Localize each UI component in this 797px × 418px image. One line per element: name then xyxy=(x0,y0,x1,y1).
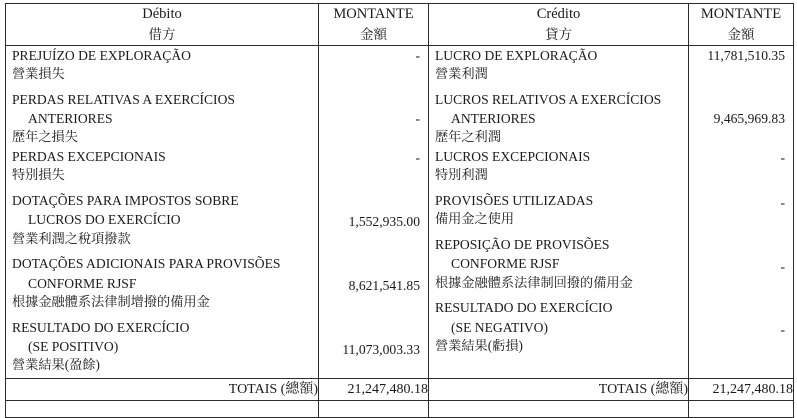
debit-amount-list xyxy=(319,46,428,379)
credit-amount-0: 11,781,510.35 xyxy=(707,47,785,63)
list-item xyxy=(689,148,793,187)
table-header xyxy=(6,4,794,46)
debit-item-3-cn: 營業利潤之稅項撥款 xyxy=(12,230,131,246)
totals-credit-amount: 21,247,480.18 xyxy=(689,379,794,401)
list-item xyxy=(319,320,428,378)
credit-amount-3: - xyxy=(780,194,785,210)
header-debit-cn: 借方 xyxy=(148,27,176,43)
credit-item-3-pt: PROVISÕES UTILIZADAS xyxy=(435,192,594,208)
statement-sheet xyxy=(0,3,797,413)
list-item xyxy=(429,147,688,185)
list-item xyxy=(689,193,793,232)
spacer-line xyxy=(689,212,793,231)
debit-amount-0: - xyxy=(415,47,420,63)
debit-item-5-pt: RESULTADO DO EXERCÍCIO xyxy=(12,319,190,335)
list-item xyxy=(429,298,688,355)
list-item xyxy=(429,191,688,229)
spacer-line xyxy=(319,129,428,148)
header-credit xyxy=(429,4,689,46)
spacer-line xyxy=(689,301,793,320)
tail-row xyxy=(6,401,794,418)
debit-item-4-cn: 根據金融體系法律制增撥的備用金 xyxy=(12,293,210,309)
profit-loss-table xyxy=(5,3,794,418)
spacer-line xyxy=(689,65,793,84)
list-item xyxy=(429,235,688,292)
credit-amount-2: - xyxy=(780,150,785,166)
credit-item-1-cn: 歷年之利潤 xyxy=(435,129,501,145)
credit-item-5-pt2: (SE NEGATIVO) xyxy=(451,319,549,335)
debit-amounts xyxy=(319,45,429,379)
header-row xyxy=(6,4,794,46)
header-debit xyxy=(6,4,319,46)
credit-amount-5: - xyxy=(780,322,785,338)
debit-item-2-pt: PERDAS EXCEPCIONAIS xyxy=(12,148,166,164)
list-item xyxy=(429,90,688,147)
tail-credit xyxy=(429,401,689,418)
tail-debit xyxy=(6,401,319,418)
debit-amount-5: 11,073,003.33 xyxy=(342,341,420,357)
spacer-line xyxy=(689,90,793,109)
spacer-line xyxy=(319,167,428,186)
header-credit-pt: Crédito xyxy=(536,6,581,22)
header-credit-amount-pt: MONTANTE xyxy=(700,6,782,22)
debit-descriptions xyxy=(6,45,319,379)
list-item xyxy=(6,90,318,147)
debit-item-1-pt2: ANTERIORES xyxy=(28,110,113,126)
tail-debit-amount xyxy=(319,401,429,418)
credit-item-0-cn: 營業利潤 xyxy=(435,65,488,81)
list-item xyxy=(319,46,428,85)
spacer-line xyxy=(689,129,793,148)
debit-item-0-cn: 營業損失 xyxy=(12,65,65,81)
credit-amount-list xyxy=(689,46,793,359)
debit-amount-3: 1,552,935.00 xyxy=(348,213,420,229)
header-credit-amount xyxy=(689,4,794,46)
credit-desc-list xyxy=(429,46,688,356)
header-debit-amount xyxy=(319,4,429,46)
debit-item-4-pt: DOTAÇÕES ADICIONAIS PARA PROVISÕES xyxy=(12,256,281,272)
list-item xyxy=(319,193,428,251)
spacer-line xyxy=(319,193,428,212)
debit-amount-2: - xyxy=(415,150,420,166)
debit-item-5-pt2: (SE POSITIVO) xyxy=(28,338,119,354)
credit-item-3-cn: 備用金之使用 xyxy=(435,211,515,227)
spacer-line xyxy=(319,231,428,250)
credit-item-1-pt2: ANTERIORES xyxy=(451,110,536,126)
spacer-line xyxy=(319,320,428,339)
credit-item-2-pt: LUCROS EXCEPCIONAIS xyxy=(435,148,591,164)
credit-item-0-pt: LUCRO DE EXPLORAÇÃO xyxy=(435,47,598,63)
credit-item-1-pt: LUCROS RELATIVOS A EXERCÍCIOS xyxy=(435,91,662,107)
totals-row xyxy=(6,379,794,401)
header-debit-amount-pt: MONTANTE xyxy=(333,6,414,22)
debit-amount-4: 8,621,541.85 xyxy=(348,277,420,293)
list-item xyxy=(6,46,318,84)
list-item xyxy=(6,147,318,185)
credit-amount-4: - xyxy=(780,258,785,274)
spacer-line xyxy=(319,90,428,109)
credit-amount-1: 9,465,969.83 xyxy=(713,111,785,127)
debit-item-3-pt: DOTAÇÕES PARA IMPOSTOS SOBRE xyxy=(12,192,239,208)
credit-amounts xyxy=(689,45,794,379)
list-item xyxy=(689,237,793,295)
credit-item-5-cn: 營業結果(虧損) xyxy=(435,337,523,353)
list-item xyxy=(6,254,318,311)
list-item xyxy=(319,90,428,148)
list-item xyxy=(319,257,428,315)
spacer-line xyxy=(689,276,793,295)
tail-credit-amount xyxy=(689,401,794,418)
list-item xyxy=(689,46,793,85)
spacer-line xyxy=(319,257,428,276)
header-debit-pt: Débito xyxy=(142,6,182,22)
spacer-line xyxy=(319,65,428,84)
entries-row xyxy=(6,45,794,379)
spacer-line xyxy=(689,340,793,359)
debit-item-5-cn: 營業結果(盈餘) xyxy=(12,357,100,373)
credit-item-4-pt: REPOSIÇÃO DE PROVISÕES xyxy=(435,237,610,252)
spacer-line xyxy=(689,237,793,256)
spacer-line xyxy=(319,295,428,314)
debit-amount-1: - xyxy=(415,111,420,127)
debit-item-1-cn: 歷年之損失 xyxy=(12,129,78,145)
debit-item-0-pt: PREJUÍZO DE EXPLORAÇÃO xyxy=(12,47,191,63)
header-credit-cn: 貸方 xyxy=(545,27,572,43)
debit-item-2-cn: 特別損失 xyxy=(12,167,65,183)
list-item xyxy=(6,191,318,248)
totals-debit-label: TOTAIS (總額) xyxy=(6,379,319,401)
credit-item-4-cn: 根據金融體系法律制回撥的備用金 xyxy=(435,274,633,290)
table-body xyxy=(6,45,794,418)
credit-descriptions xyxy=(429,45,689,379)
header-debit-amount-cn: 金額 xyxy=(360,27,387,43)
debit-item-3-pt2: LUCROS DO EXERCÍCIO xyxy=(28,212,181,228)
debit-item-4-pt2: CONFORME RJSF xyxy=(28,275,137,291)
spacer-line xyxy=(319,359,428,378)
totals-debit-amount: 21,247,480.18 xyxy=(319,379,429,401)
header-credit-amount-cn: 金額 xyxy=(727,27,755,43)
list-item xyxy=(689,90,793,148)
list-item xyxy=(6,318,318,375)
list-item xyxy=(319,148,428,187)
spacer-line xyxy=(689,167,793,186)
credit-item-2-cn: 特別利潤 xyxy=(435,167,488,183)
list-item xyxy=(689,301,793,359)
totals-credit-label: TOTAIS (總額) xyxy=(429,379,689,401)
credit-item-5-pt: RESULTADO DO EXERCÍCIO xyxy=(435,300,613,316)
debit-desc-list xyxy=(6,46,318,375)
credit-item-4-pt2: CONFORME RJSF xyxy=(451,256,560,272)
debit-item-1-pt: PERDAS RELATIVAS A EXERCÍCIOS xyxy=(12,91,235,107)
list-item xyxy=(429,46,688,84)
